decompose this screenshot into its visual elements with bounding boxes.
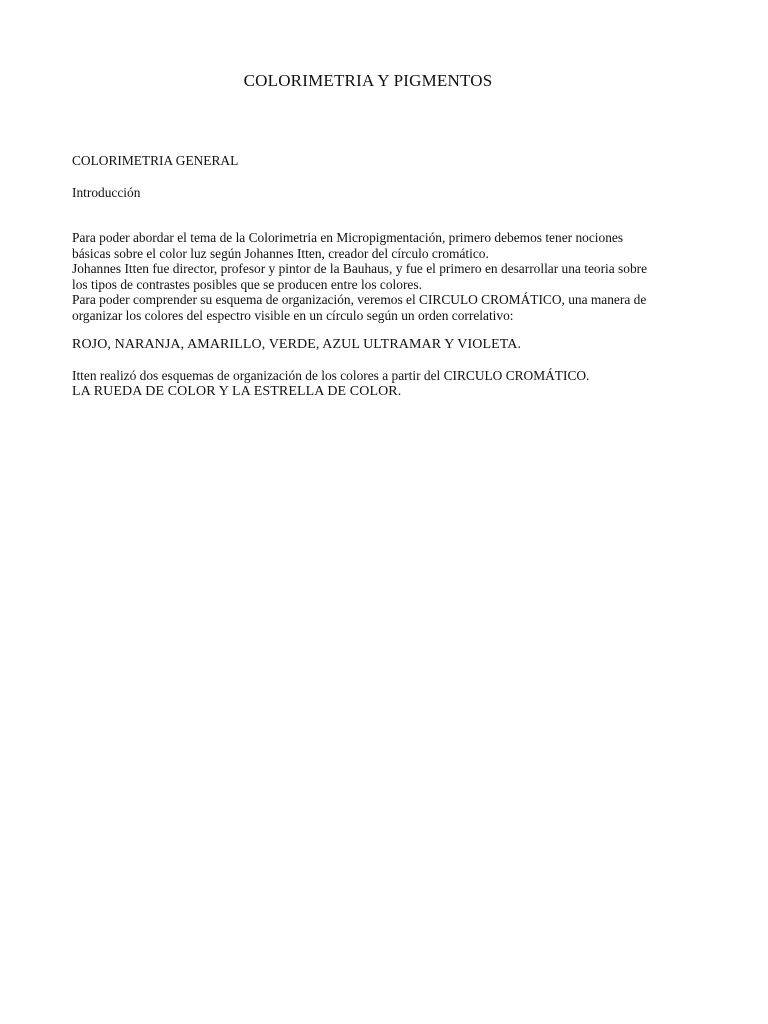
section-heading: COLORIMETRIA GENERAL <box>72 153 239 168</box>
closing-paragraph <box>72 368 712 399</box>
paragraph-line: organizar los colores del espectro visible en un círculo según un orden correlativo: <box>72 307 514 323</box>
colors-list: ROJO, NARANJA, AMARILLO, VERDE, AZUL ULTRAMAR Y VIOLETA. <box>72 337 522 352</box>
subheading: Introducción <box>72 185 141 200</box>
closing-line: LA RUEDA DE COLOR Y LA ESTRELLA DE COLOR. <box>72 383 402 399</box>
introduction-paragraph <box>72 230 712 323</box>
paragraph-line: los tipos de contrastes posibles que se producen entre los colores. <box>72 276 422 292</box>
paragraph-line: Johannes Itten fue director, profesor y pintor de la Bauhaus, y fue el primero en desarrollar una teoria sobre <box>72 261 648 276</box>
document-title: COLORIMETRIA Y PIGMENTOS <box>243 71 493 90</box>
paragraph-line: básicas sobre el color luz según Johannes Itten, creador del círculo cromático. <box>72 245 489 261</box>
paragraph-line: Para poder comprender su esquema de organización, veremos el CIRCULO CROMÁTICO, una manera de <box>72 292 647 307</box>
closing-line: Itten realizó dos esquemas de organización de los colores a partir del CIRCULO CROMÁTICO. <box>72 368 590 383</box>
paragraph-line: Para poder abordar el tema de la Colorimetria en Micropigmentación, primero debemos tener nociones <box>72 230 624 245</box>
